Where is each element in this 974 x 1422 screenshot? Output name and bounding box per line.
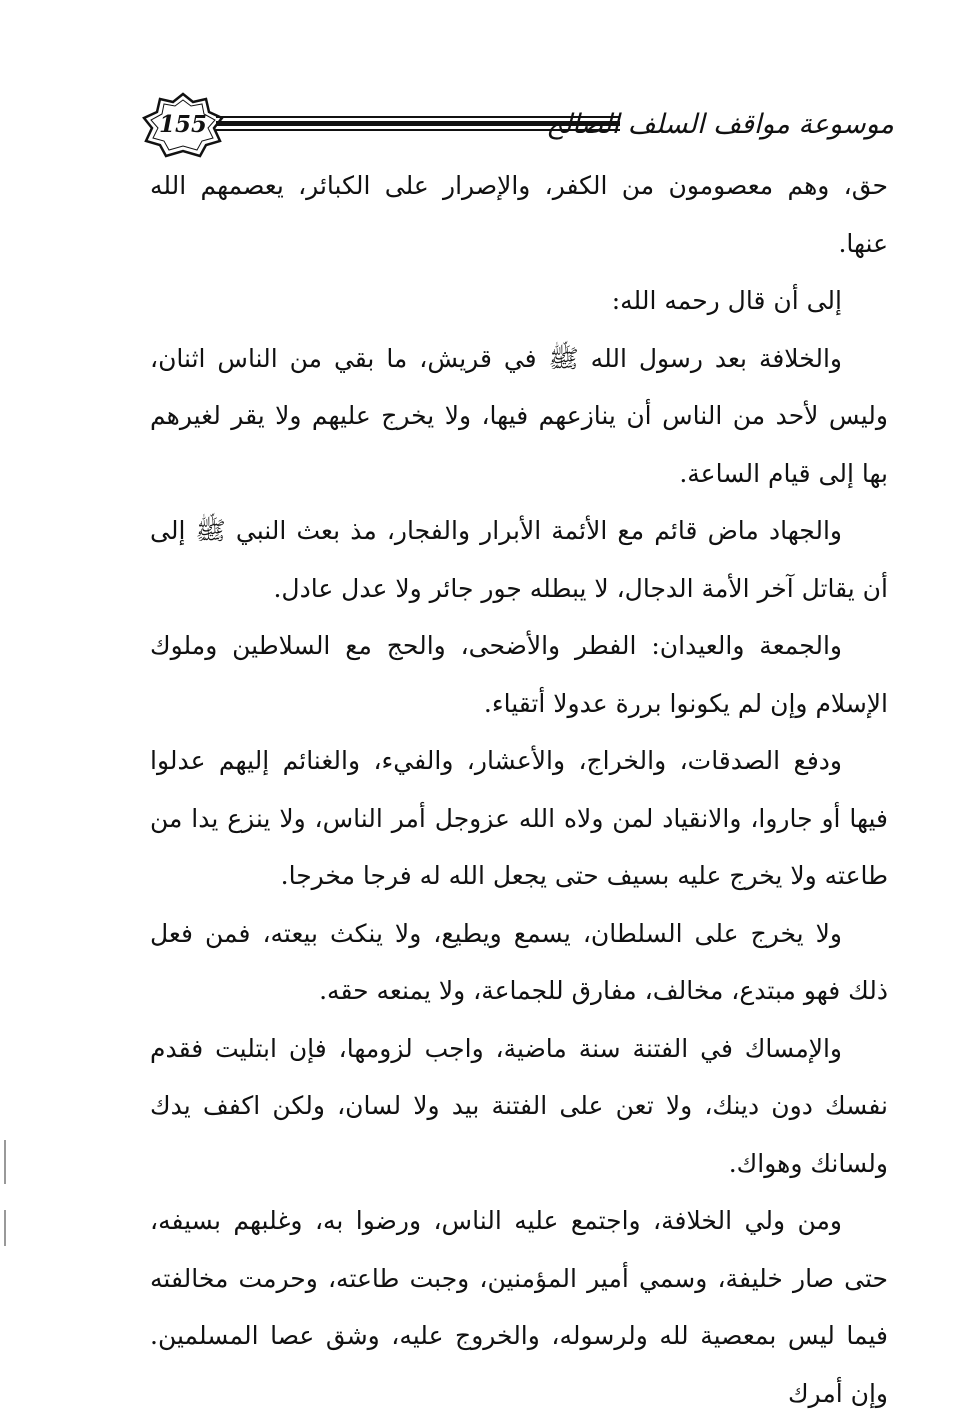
paragraph: والجمعة والعيدان: الفطر والأضحى، والحج مع السلاطين وملوك الإسلام وإن لم يكونوا بررة عدولا أتقياء. — [150, 631, 888, 718]
paragraph: ومن ولي الخلافة، واجتمع عليه الناس، ورضوا به، وغلبهم بسيفه، حتى صار خليفة، وسمي أمير المؤمنين، وجبت طاعته، وحرمت مخالفته فيما ليس بمعصية لله ولرسوله، والخروج عليه، وشق عصا المسلمين. وإن أمرك — [150, 1206, 888, 1408]
page-body — [150, 157, 888, 1422]
scan-margin-mark — [4, 1210, 6, 1246]
page-number: 155 — [158, 111, 207, 138]
paragraph: ولا يخرج على السلطان، يسمع ويطيع، ولا ينكث بيعته، فمن فعل ذلك فهو مبتدع، مخالف، مفارق للجماعة، ولا يمنعه حقه. — [150, 918, 888, 1005]
scan-margin-mark — [4, 1140, 6, 1184]
page-header — [140, 92, 894, 162]
paragraph: والإمساك في الفتنة سنة ماضية، واجب لزومها، فإن ابتليت فقدم نفسك دون دينك، ولا تعن على الفتنة بيد ولا لسان، ولكن اكفف يدك ولسانك وهواك. — [150, 1033, 888, 1178]
paragraph: والخلافة بعد رسول الله ﷺ في قريش، ما بقي من الناس اثنان، وليس لأحد من الناس أن ينازعهم فيها، ولا يخرج عليهم ولا يقر لغيرهم بها إلى قيام الساعة. — [150, 343, 888, 488]
paragraph: والجهاد ماض قائم مع الأئمة الأبرار والفجار، مذ بعث النبي ﷺ إلى أن يقاتل آخر الأمة الدجال، لا يبطله جور جائر ولا عدل عادل. — [150, 516, 888, 603]
paragraph: حق، وهم معصومون من الكفر، والإصرار على الكبائر، يعصمهم الله عنها. — [150, 171, 888, 258]
page-number-badge — [140, 92, 226, 158]
paragraph: ودفع الصدقات، والخراج، والأعشار، والفيء، والغنائم إليهم عدلوا فيها أو جاروا، والانقياد لمن ولاه الله عزوجل أمر الناس، ولا ينزع يدا من طاعته ولا يخرج عليه بسيف حتى يجعل الله له فرجا مخرجا. — [150, 746, 888, 890]
paragraph: إلى أن قال رحمه الله: — [611, 286, 842, 315]
book-title: موسوعة مواقف السلف الصالح — [546, 109, 894, 140]
